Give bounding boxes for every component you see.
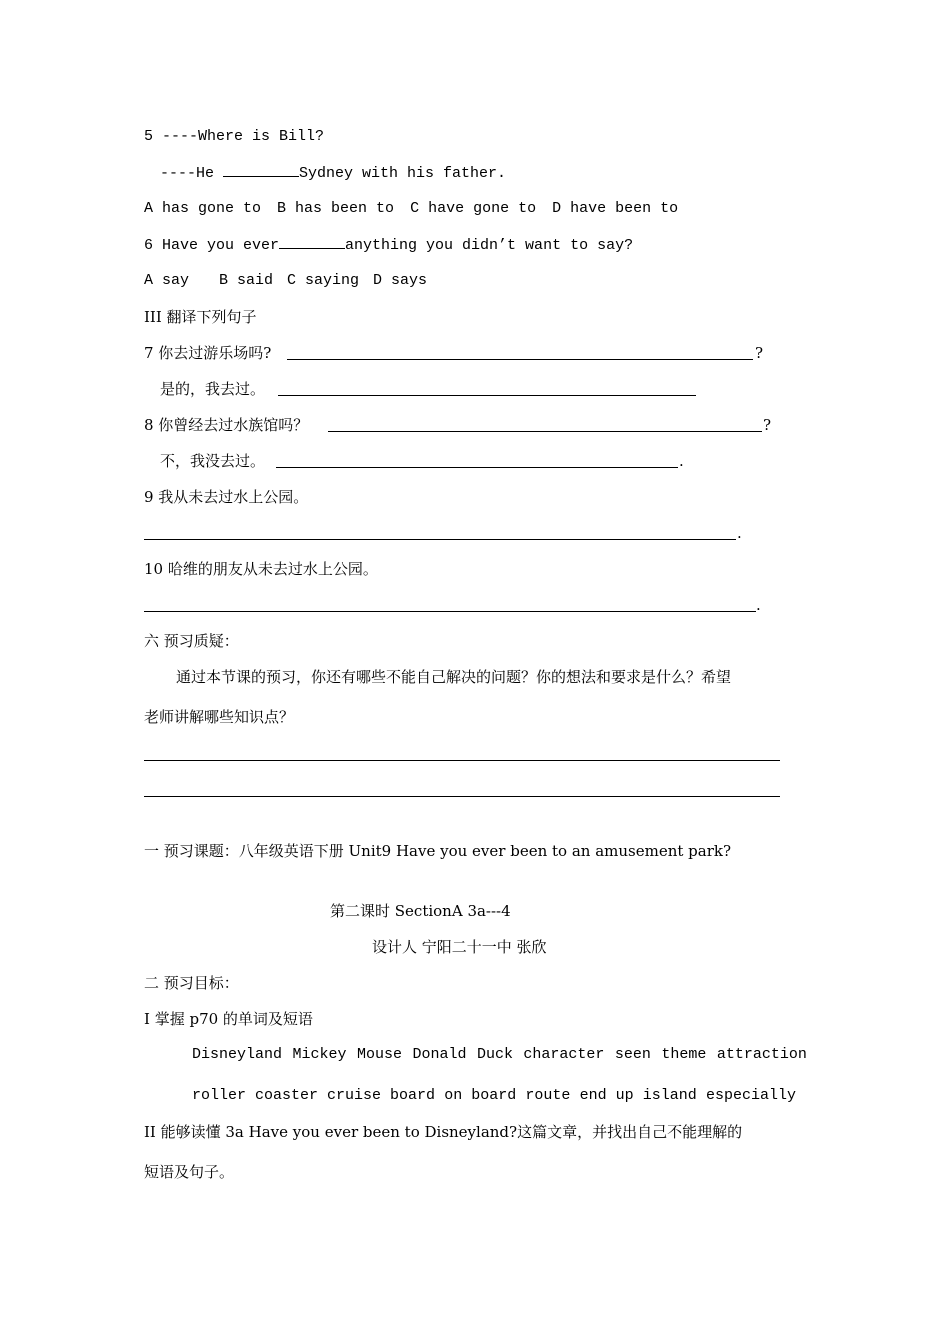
section6-title: 六 预习质疑： bbox=[144, 632, 239, 650]
q6-options bbox=[144, 270, 427, 292]
section6-answer-line-1[interactable] bbox=[144, 760, 780, 761]
q10-prompt: 10 哈维的朋友从未去过水上公园。 bbox=[144, 560, 378, 578]
q5-answer-line bbox=[160, 162, 506, 184]
q8-reply-blank[interactable] bbox=[276, 467, 678, 468]
q5-question: 5 ----Where is Bill? bbox=[144, 128, 325, 145]
q7-end-mark: ? bbox=[755, 344, 764, 362]
vocab-word: Mickey bbox=[292, 1046, 347, 1063]
goal-2-line1: II 能够读懂 3a Have you ever been to Disneyland?这篇文章，并找出自己不能理解的 bbox=[144, 1123, 743, 1141]
vocab-word: on board bbox=[444, 1087, 517, 1104]
vocab-line-1 bbox=[192, 1044, 807, 1066]
q6-option-d[interactable]: D says bbox=[373, 272, 428, 289]
section6-para-line1: 通过本节课的预习，你还有哪些不能自己解决的问题？你的想法和要求是什么？希望 bbox=[176, 668, 732, 686]
q5-option-d[interactable]: D have been to bbox=[552, 200, 679, 217]
vocab-word: seen bbox=[614, 1046, 651, 1063]
q10-answer-blank[interactable] bbox=[144, 611, 756, 612]
q10-end-mark: . bbox=[756, 596, 761, 614]
q5-option-c[interactable]: C have gone to bbox=[410, 200, 537, 217]
q6-question-suffix: anything you didn’t want to say? bbox=[345, 237, 634, 254]
goal-2-line2: 短语及句子。 bbox=[144, 1163, 235, 1181]
vocab-word: Mouse bbox=[356, 1046, 402, 1063]
section6-answer-line-2[interactable] bbox=[144, 796, 780, 797]
q8-answer-blank[interactable] bbox=[328, 431, 762, 432]
q6-question bbox=[144, 234, 633, 256]
q8-reply-end-mark: . bbox=[679, 452, 684, 470]
q7-reply: 是的，我去过。 bbox=[160, 380, 266, 398]
q6-blank[interactable] bbox=[279, 234, 345, 249]
topic-text: 一 预习课题：八年级英语下册 Unit9 Have you ever been to an amusement park? bbox=[144, 842, 732, 860]
q8-prompt: 8 你曾经去过水族馆吗？ bbox=[144, 416, 309, 434]
lesson-title: 第二课时 SectionA 3a---4 bbox=[330, 902, 511, 920]
goals-title: 二 预习目标： bbox=[144, 974, 239, 992]
vocab-line-2 bbox=[192, 1085, 796, 1107]
q5-option-b[interactable]: B has been to bbox=[277, 200, 395, 217]
q9-end-mark: . bbox=[737, 524, 742, 542]
q6-question-prefix: 6 Have you ever bbox=[144, 237, 280, 254]
vocab-word: attraction bbox=[716, 1046, 807, 1063]
vocab-word: Disneyland bbox=[192, 1046, 283, 1063]
q7-answer-blank[interactable] bbox=[287, 359, 753, 360]
vocab-word: end up bbox=[579, 1087, 634, 1104]
q5-answer-suffix: Sydney with his father. bbox=[299, 165, 507, 182]
designer-line: 设计人 宁阳二十一中 张欣 bbox=[372, 938, 547, 956]
q8-reply: 不，我没去过。 bbox=[160, 452, 266, 470]
q5-options bbox=[144, 198, 678, 220]
section6-para-line2: 老师讲解哪些知识点？ bbox=[144, 708, 295, 726]
q9-prompt: 9 我从未去过水上公园。 bbox=[144, 488, 309, 506]
q8-end-mark: ? bbox=[763, 416, 772, 434]
vocab-word: especially bbox=[705, 1087, 796, 1104]
q6-option-a[interactable]: A say bbox=[144, 272, 190, 289]
q5-blank[interactable] bbox=[223, 162, 299, 177]
q6-option-b[interactable]: B said bbox=[219, 272, 274, 289]
vocab-word: Donald bbox=[412, 1046, 467, 1063]
topic-heading bbox=[144, 840, 731, 862]
q7-prompt: 7 你去过游乐场吗? bbox=[144, 344, 272, 362]
vocab-word: theme bbox=[661, 1046, 707, 1063]
vocab-word: Duck bbox=[476, 1046, 513, 1063]
q7-reply-blank[interactable] bbox=[278, 395, 696, 396]
vocab-word: roller coaster cruise board bbox=[192, 1087, 436, 1104]
vocab-word: route bbox=[525, 1087, 571, 1104]
q9-answer-blank[interactable] bbox=[144, 539, 736, 540]
goal-1: I 掌握 p70 的单词及短语 bbox=[144, 1010, 313, 1028]
section3-title: III 翻译下列句子 bbox=[144, 308, 257, 326]
q5-option-a[interactable]: A has gone to bbox=[144, 200, 262, 217]
q6-option-c[interactable]: C saying bbox=[287, 272, 360, 289]
q5-answer-prefix: ----He bbox=[160, 165, 224, 182]
vocab-word: character bbox=[523, 1046, 605, 1063]
vocab-word: island bbox=[642, 1087, 697, 1104]
